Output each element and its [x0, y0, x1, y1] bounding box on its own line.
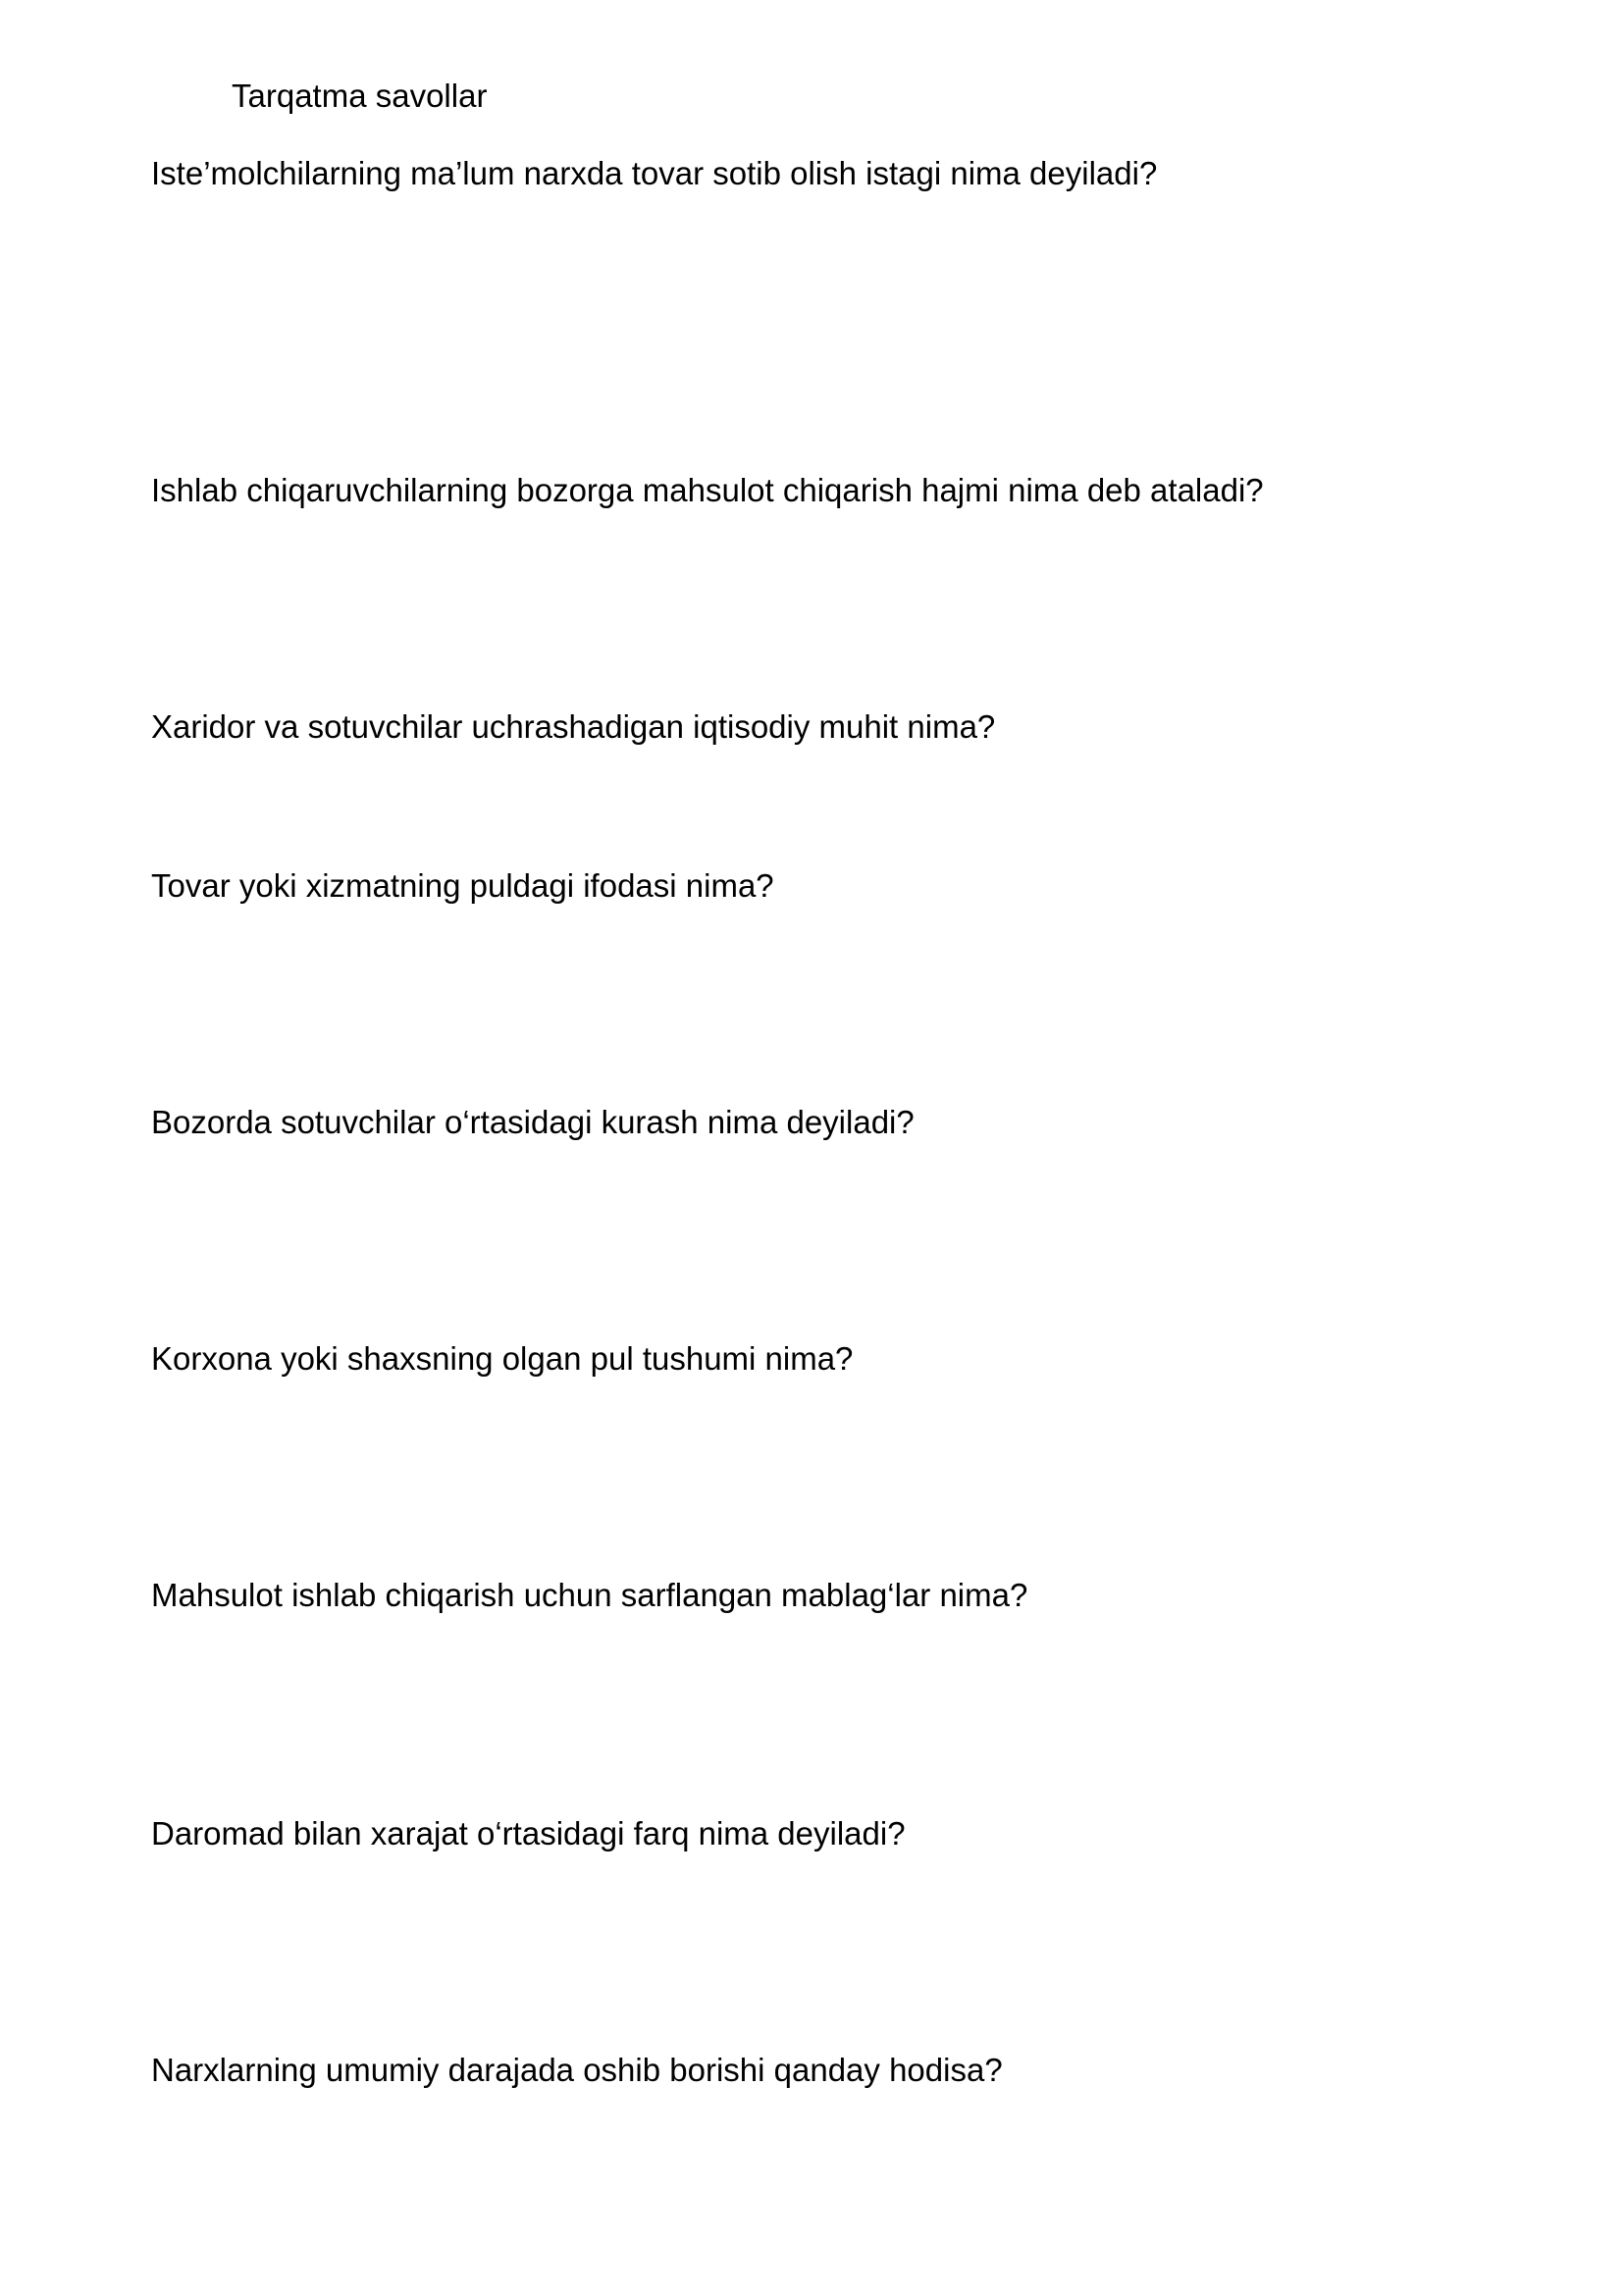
- question-9: Narxlarning umumiy darajada oshib borishi qanday hodisa?: [151, 2052, 1003, 2088]
- question-6: Korxona yoki shaxsning olgan pul tushumi nima?: [151, 1340, 854, 1377]
- document-title: Tarqatma savollar: [232, 78, 488, 114]
- question-3: Xaridor va sotuvchilar uchrashadigan iqtisodiy muhit nima?: [151, 708, 996, 745]
- question-5: Bozorda sotuvchilar o‘rtasidagi kurash nima deyiladi?: [151, 1104, 915, 1140]
- question-4: Tovar yoki xizmatning puldagi ifodasi nima?: [151, 867, 774, 904]
- question-1: Iste’molchilarning ma’lum narxda tovar sotib olish istagi nima deyiladi?: [151, 155, 1158, 191]
- question-2: Ishlab chiqaruvchilarning bozorga mahsulot chiqarish hajmi nima deb ataladi?: [151, 472, 1264, 508]
- question-8: Daromad bilan xarajat o‘rtasidagi farq nima deyiladi?: [151, 1815, 906, 1852]
- question-7: Mahsulot ishlab chiqarish uchun sarflangan mablag‘lar nima?: [151, 1577, 1028, 1613]
